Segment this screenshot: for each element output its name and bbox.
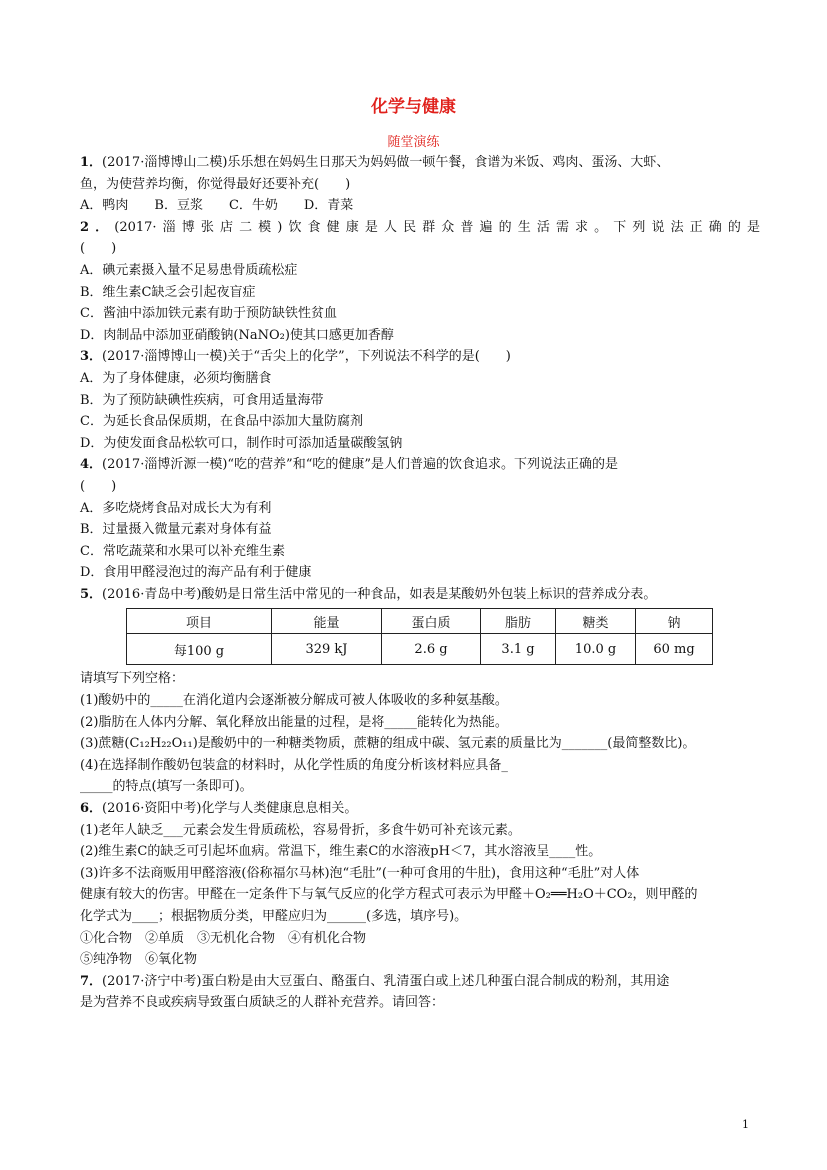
- question-number: 7．: [80, 973, 103, 989]
- line-text: (2016·青岛中考)酸奶是日常生活中常见的一种食品，如表是某酸奶外包装上标识的营养成分表。: [102, 586, 657, 602]
- text-line: [80, 454, 760, 476]
- text-line: [80, 755, 760, 777]
- text-line: [80, 238, 760, 260]
- text-line: [80, 411, 760, 433]
- text-line: [80, 195, 760, 217]
- text-line: [80, 519, 760, 541]
- question-block-1: [80, 152, 760, 605]
- line-text: ①化合物 ②单质 ③无机化合物 ④有机化合物: [80, 930, 367, 946]
- text-line: [80, 798, 760, 820]
- table-header-cell: 钠: [636, 609, 713, 634]
- section-subtitle: 随堂演练: [387, 135, 440, 150]
- text-line: [80, 217, 760, 239]
- table-row: [127, 634, 713, 665]
- line-text: (1)酸奶中的_____在消化道内会逐渐被分解成可被人体吸收的多种氨基酸。: [80, 693, 508, 709]
- text-line: [80, 863, 760, 885]
- table-cell: 每100 g: [127, 634, 272, 665]
- question-block-2: [80, 668, 760, 1014]
- line-text: B．过量摄入微量元素对身体有益: [80, 522, 272, 538]
- text-line: [80, 541, 760, 563]
- text-line: [80, 368, 760, 390]
- text-line: [80, 712, 760, 734]
- line-text: ( ): [80, 478, 117, 494]
- table-header-cell: 蛋白质: [382, 609, 481, 634]
- table-cell: 10.0 g: [556, 634, 636, 665]
- text-line: [80, 971, 760, 993]
- text-line: [80, 174, 760, 196]
- line-text: 健康有较大的伤害。甲醛在一定条件下与氧气反应的化学方程式可表示为甲醛＋O₂══H₂O＋CO₂，则甲醛的: [80, 887, 698, 903]
- table-header-cell: 项目: [127, 609, 272, 634]
- table-header-cell: 能量: [272, 609, 382, 634]
- text-line: [80, 476, 760, 498]
- table-cell: 3.1 g: [481, 634, 556, 665]
- line-text: A．碘元素摄入量不足易患骨质疏松症: [80, 262, 298, 278]
- nutrition-table: [126, 608, 713, 665]
- line-text: _____的特点(填写一条即可)。: [80, 779, 253, 795]
- line-text: (2017·淄博沂源一模)“吃的营养”和“吃的健康”是人们普遍的饮食追求。下列说法正确的是: [102, 457, 618, 473]
- text-line: [80, 498, 760, 520]
- line-text: (2017·淄博张店二模)饮食健康是人民群众普遍的生活需求。下列说法正确的是: [114, 219, 760, 235]
- text-line: [80, 884, 760, 906]
- table-header-cell: 脂肪: [481, 609, 556, 634]
- line-text: (3)许多不法商贩用甲醛溶液(俗称福尔马林)泡“毛肚”(一种可食用的牛肚)，食用这种“毛肚”对人体: [80, 865, 640, 881]
- line-text: C．酱油中添加铁元素有助于预防缺铁性贫血: [80, 306, 337, 322]
- text-line: [80, 152, 760, 174]
- table-cell: 60 mg: [636, 634, 713, 665]
- text-line: [80, 820, 760, 842]
- line-text: D．为使发面食品松软可口，制作时可添加适量碳酸氢钠: [80, 435, 403, 451]
- table-header-cell: 糖类: [556, 609, 636, 634]
- text-line: [80, 690, 760, 712]
- question-number: 2．: [80, 219, 115, 235]
- text-line: [80, 992, 760, 1014]
- line-text: C．为延长食品保质期，在食品中添加大量防腐剂: [80, 414, 363, 430]
- question-number: 6．: [80, 801, 103, 817]
- line-text: (3)蔗糖(C₁₂H₂₂O₁₁)是酸奶中的一种糖类物质，蔗糖的组成中碳、氢元素的质量比为_______(最简整数比)。: [80, 736, 696, 752]
- table-header-row: [127, 609, 713, 634]
- text-line: [80, 841, 760, 863]
- text-line: [80, 346, 760, 368]
- line-text: 鱼，为使营养均衡，你觉得最好还要补充( ): [80, 176, 351, 192]
- line-text: (2017·济宁中考)蛋白粉是由大豆蛋白、酪蛋白、乳清蛋白或上述几种蛋白混合制成的粉剂，其用途: [102, 973, 670, 989]
- line-text: (4)在选择制作酸奶包装盒的材料时，从化学性质的角度分析该材料应具备_: [80, 757, 508, 773]
- question-number: 3．: [80, 349, 103, 365]
- line-text: ⑤纯净物 ⑥氧化物: [80, 952, 198, 968]
- line-text: B．为了预防缺碘性疾病，可食用适量海带: [80, 392, 324, 408]
- line-text: B．维生素C缺乏会引起夜盲症: [80, 284, 256, 300]
- text-line: [80, 390, 760, 412]
- exercise-content: [80, 152, 760, 1014]
- line-text: (2017·淄博博山一模)关于“舌尖上的化学”，下列说法不科学的是( ): [102, 349, 511, 365]
- text-line: [80, 906, 760, 928]
- question-number: 4．: [80, 457, 103, 473]
- line-text: (1)老年人缺乏___元素会发生骨质疏松，容易骨折，多食牛奶可补充该元素。: [80, 822, 521, 838]
- line-text: ( ): [80, 241, 117, 257]
- line-text: (2)脂肪在人体内分解、氧化释放出能量的过程，是将_____能转化为热能。: [80, 714, 508, 730]
- line-text: A．鸭肉 B．豆浆 C．牛奶 D．青菜: [80, 198, 354, 214]
- table-cell: 329 kJ: [272, 634, 382, 665]
- text-line: [80, 562, 760, 584]
- line-text: (2)维生素C的缺乏可引起坏血病。常温下，维生素C的水溶液pH＜7，其水溶液呈____性。: [80, 844, 602, 860]
- text-line: [80, 584, 760, 606]
- line-text: A．多吃烧烤食品对成长大为有利: [80, 500, 272, 516]
- line-text: (2017·淄博博山二模)乐乐想在妈妈生日那天为妈妈做一顿午餐，食谱为米饭、鸡肉、蛋汤、大虾、: [102, 155, 670, 170]
- line-text: 化学式为____；根据物质分类，甲醛应归为______(多选，填序号)。: [80, 909, 468, 924]
- line-text: D．食用甲醛浸泡过的海产品有利于健康: [80, 565, 312, 581]
- text-line: [80, 776, 760, 798]
- line-text: 请填写下列空格：: [80, 671, 185, 687]
- text-line: [80, 325, 760, 347]
- table-cell: 2.6 g: [382, 634, 481, 665]
- text-line: [80, 433, 760, 455]
- line-text: (2016·资阳中考)化学与人类健康息息相关。: [102, 801, 358, 817]
- text-line: [80, 733, 760, 755]
- text-line: [80, 260, 760, 282]
- page-title: 化学与健康: [371, 97, 456, 117]
- text-line: [80, 668, 760, 690]
- text-line: [80, 303, 760, 325]
- line-text: A．为了身体健康，必须均衡膳食: [80, 370, 272, 386]
- question-number: 1．: [80, 155, 103, 170]
- question-number: 5．: [80, 586, 103, 602]
- line-text: C．常吃蔬菜和水果可以补充维生素: [80, 543, 285, 559]
- page-number: 1: [742, 1118, 749, 1131]
- line-text: D．肉制品中添加亚硝酸钠(NaNO₂)使其口感更加香醇: [80, 327, 394, 343]
- text-line: [80, 949, 760, 971]
- line-text: 是为营养不良或疾病导致蛋白质缺乏的人群补充营养。请回答：: [80, 995, 445, 1011]
- text-line: [80, 928, 760, 950]
- text-line: [80, 282, 760, 304]
